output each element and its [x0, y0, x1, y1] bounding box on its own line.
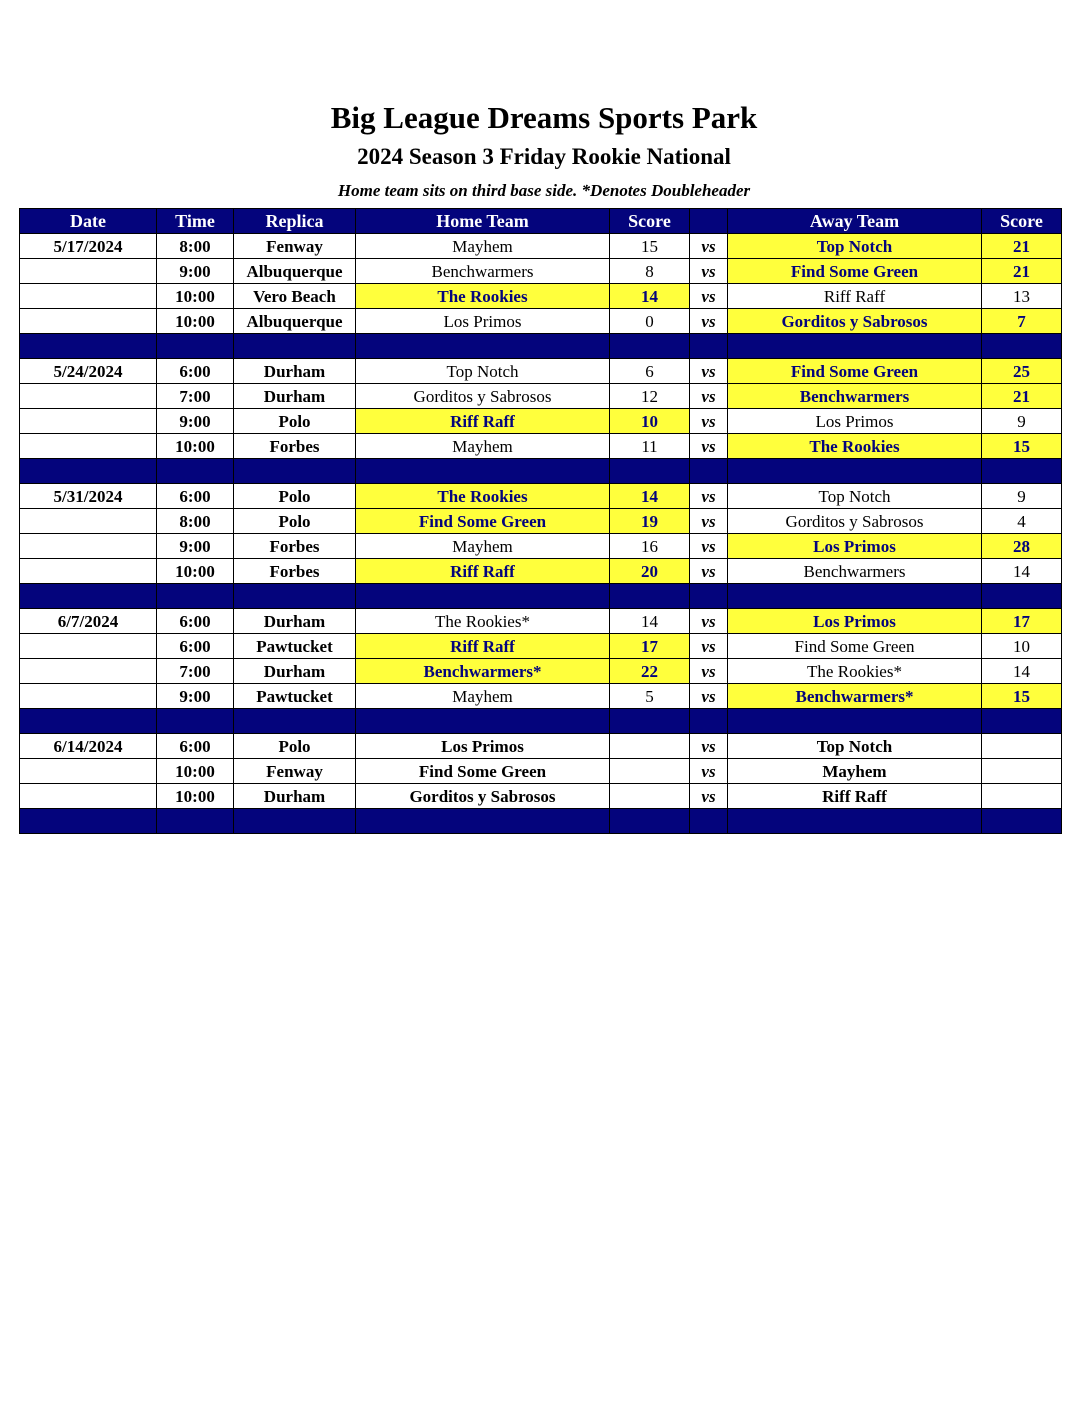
date-cell — [20, 659, 157, 684]
separator-cell — [982, 809, 1062, 834]
separator-cell — [157, 334, 234, 359]
separator-cell — [610, 709, 690, 734]
away-team-cell: Benchwarmers — [728, 559, 982, 584]
time-cell: 8:00 — [157, 509, 234, 534]
date-cell — [20, 309, 157, 334]
away-score-cell: 14 — [982, 659, 1062, 684]
home-score-cell — [610, 784, 690, 809]
replica-cell: Durham — [234, 609, 356, 634]
game-row — [20, 234, 1062, 259]
separator-cell — [728, 334, 982, 359]
date-cell: 5/17/2024 — [20, 234, 157, 259]
home-score-cell: 11 — [610, 434, 690, 459]
home-score-cell: 8 — [610, 259, 690, 284]
replica-cell: Durham — [234, 384, 356, 409]
separator-cell — [356, 584, 610, 609]
schedule-table — [19, 208, 1062, 834]
separator-cell — [157, 584, 234, 609]
week-separator-row — [20, 809, 1062, 834]
home-team-cell: Top Notch — [356, 359, 610, 384]
home-team-cell: Benchwarmers — [356, 259, 610, 284]
home-team-cell: Benchwarmers* — [356, 659, 610, 684]
away-team-cell: Los Primos — [728, 609, 982, 634]
time-cell: 9:00 — [157, 534, 234, 559]
col-date: Date — [20, 209, 157, 234]
separator-cell — [157, 709, 234, 734]
date-cell — [20, 384, 157, 409]
home-score-cell: 17 — [610, 634, 690, 659]
date-cell — [20, 509, 157, 534]
game-row — [20, 409, 1062, 434]
vs-cell: vs — [690, 684, 728, 709]
separator-cell — [20, 809, 157, 834]
separator-cell — [20, 334, 157, 359]
home-team-cell: Gorditos y Sabrosos — [356, 784, 610, 809]
date-cell — [20, 684, 157, 709]
separator-cell — [690, 584, 728, 609]
away-team-cell: Top Notch — [728, 234, 982, 259]
replica-cell: Albuquerque — [234, 259, 356, 284]
date-cell — [20, 784, 157, 809]
away-team-cell: The Rookies* — [728, 659, 982, 684]
home-score-cell — [610, 734, 690, 759]
separator-cell — [234, 809, 356, 834]
separator-cell — [610, 334, 690, 359]
vs-cell: vs — [690, 384, 728, 409]
away-team-cell: Top Notch — [728, 734, 982, 759]
week-separator-row — [20, 334, 1062, 359]
away-team-cell: Find Some Green — [728, 359, 982, 384]
time-cell: 9:00 — [157, 259, 234, 284]
header-row — [20, 209, 1062, 234]
game-row — [20, 759, 1062, 784]
separator-cell — [610, 809, 690, 834]
date-cell: 5/31/2024 — [20, 484, 157, 509]
separator-cell — [982, 459, 1062, 484]
time-cell: 8:00 — [157, 234, 234, 259]
vs-cell: vs — [690, 659, 728, 684]
home-score-cell: 0 — [610, 309, 690, 334]
replica-cell: Forbes — [234, 434, 356, 459]
separator-cell — [356, 809, 610, 834]
home-score-cell: 15 — [610, 234, 690, 259]
home-score-cell: 14 — [610, 609, 690, 634]
date-cell — [20, 409, 157, 434]
game-row — [20, 784, 1062, 809]
date-cell — [20, 759, 157, 784]
away-team-cell: Los Primos — [728, 534, 982, 559]
time-cell: 10:00 — [157, 284, 234, 309]
separator-cell — [690, 809, 728, 834]
away-team-cell: Riff Raff — [728, 784, 982, 809]
time-cell: 6:00 — [157, 359, 234, 384]
away-score-cell: 21 — [982, 384, 1062, 409]
vs-cell: vs — [690, 434, 728, 459]
away-team-cell: Gorditos y Sabrosos — [728, 509, 982, 534]
replica-cell: Durham — [234, 359, 356, 384]
time-cell: 10:00 — [157, 559, 234, 584]
away-team-cell: Find Some Green — [728, 634, 982, 659]
game-row — [20, 484, 1062, 509]
separator-cell — [690, 334, 728, 359]
vs-cell: vs — [690, 309, 728, 334]
away-score-cell: 21 — [982, 234, 1062, 259]
away-score-cell — [982, 784, 1062, 809]
home-score-cell — [610, 759, 690, 784]
date-cell — [20, 434, 157, 459]
away-team-cell: Mayhem — [728, 759, 982, 784]
game-row — [20, 284, 1062, 309]
home-team-cell: Mayhem — [356, 234, 610, 259]
time-cell: 6:00 — [157, 609, 234, 634]
home-team-cell: The Rookies* — [356, 609, 610, 634]
away-score-cell: 10 — [982, 634, 1062, 659]
replica-cell: Pawtucket — [234, 684, 356, 709]
home-team-cell: Find Some Green — [356, 509, 610, 534]
away-team-cell: Benchwarmers — [728, 384, 982, 409]
separator-cell — [234, 334, 356, 359]
vs-cell: vs — [690, 559, 728, 584]
separator-cell — [610, 459, 690, 484]
game-row — [20, 684, 1062, 709]
home-team-cell: Los Primos — [356, 734, 610, 759]
home-score-cell: 19 — [610, 509, 690, 534]
replica-cell: Polo — [234, 484, 356, 509]
away-team-cell: Top Notch — [728, 484, 982, 509]
vs-cell: vs — [690, 634, 728, 659]
away-team-cell: Gorditos y Sabrosos — [728, 309, 982, 334]
replica-cell: Polo — [234, 509, 356, 534]
date-cell — [20, 534, 157, 559]
date-cell — [20, 559, 157, 584]
home-score-cell: 10 — [610, 409, 690, 434]
time-cell: 6:00 — [157, 734, 234, 759]
page-title: Big League Dreams Sports Park — [330, 100, 758, 135]
separator-cell — [356, 709, 610, 734]
game-row — [20, 609, 1062, 634]
page-subtitle: 2024 Season 3 Friday Rookie National — [357, 144, 731, 169]
separator-cell — [690, 459, 728, 484]
date-cell — [20, 259, 157, 284]
replica-cell: Forbes — [234, 534, 356, 559]
time-cell: 9:00 — [157, 684, 234, 709]
home-score-cell: 14 — [610, 284, 690, 309]
home-score-cell: 5 — [610, 684, 690, 709]
schedule-body — [20, 234, 1062, 834]
doubleheader-note: Home team sits on third base side. *Denotes Doubleheader — [337, 181, 751, 200]
away-team-cell: Los Primos — [728, 409, 982, 434]
time-cell: 10:00 — [157, 759, 234, 784]
date-cell — [20, 284, 157, 309]
vs-cell: vs — [690, 609, 728, 634]
home-score-cell: 20 — [610, 559, 690, 584]
home-score-cell: 12 — [610, 384, 690, 409]
home-team-cell: Mayhem — [356, 434, 610, 459]
time-cell: 7:00 — [157, 659, 234, 684]
separator-cell — [356, 334, 610, 359]
home-team-cell: Los Primos — [356, 309, 610, 334]
game-row — [20, 634, 1062, 659]
game-row — [20, 259, 1062, 284]
vs-cell: vs — [690, 259, 728, 284]
home-team-cell: Gorditos y Sabrosos — [356, 384, 610, 409]
home-team-cell: Mayhem — [356, 534, 610, 559]
away-score-cell: 17 — [982, 609, 1062, 634]
away-team-cell: Benchwarmers* — [728, 684, 982, 709]
separator-cell — [356, 459, 610, 484]
separator-cell — [728, 809, 982, 834]
vs-cell: vs — [690, 484, 728, 509]
game-row — [20, 384, 1062, 409]
replica-cell: Durham — [234, 659, 356, 684]
away-score-cell: 25 — [982, 359, 1062, 384]
separator-cell — [234, 459, 356, 484]
away-score-cell: 4 — [982, 509, 1062, 534]
separator-cell — [982, 584, 1062, 609]
away-score-cell: 9 — [982, 484, 1062, 509]
away-team-cell: Find Some Green — [728, 259, 982, 284]
vs-cell: vs — [690, 534, 728, 559]
time-cell: 10:00 — [157, 434, 234, 459]
replica-cell: Polo — [234, 734, 356, 759]
week-separator-row — [20, 709, 1062, 734]
away-score-cell: 28 — [982, 534, 1062, 559]
separator-cell — [728, 459, 982, 484]
col-home-score: Score — [610, 209, 690, 234]
away-score-cell: 9 — [982, 409, 1062, 434]
home-team-cell: Find Some Green — [356, 759, 610, 784]
game-row — [20, 509, 1062, 534]
home-score-cell: 14 — [610, 484, 690, 509]
home-score-cell: 16 — [610, 534, 690, 559]
away-score-cell: 21 — [982, 259, 1062, 284]
replica-cell: Pawtucket — [234, 634, 356, 659]
date-cell: 5/24/2024 — [20, 359, 157, 384]
date-cell — [20, 634, 157, 659]
time-cell: 6:00 — [157, 484, 234, 509]
replica-cell: Durham — [234, 784, 356, 809]
home-team-cell: The Rookies — [356, 484, 610, 509]
time-cell: 10:00 — [157, 784, 234, 809]
away-score-cell: 15 — [982, 434, 1062, 459]
away-score-cell — [982, 734, 1062, 759]
home-team-cell: Riff Raff — [356, 409, 610, 434]
away-score-cell: 14 — [982, 559, 1062, 584]
game-row — [20, 659, 1062, 684]
col-home-team: Home Team — [356, 209, 610, 234]
game-row — [20, 359, 1062, 384]
separator-cell — [728, 709, 982, 734]
home-team-cell: Riff Raff — [356, 559, 610, 584]
away-team-cell: The Rookies — [728, 434, 982, 459]
game-row — [20, 534, 1062, 559]
separator-cell — [982, 709, 1062, 734]
replica-cell: Polo — [234, 409, 356, 434]
game-row — [20, 434, 1062, 459]
away-score-cell — [982, 759, 1062, 784]
replica-cell: Forbes — [234, 559, 356, 584]
separator-cell — [728, 584, 982, 609]
vs-cell: vs — [690, 409, 728, 434]
replica-cell: Fenway — [234, 759, 356, 784]
home-score-cell: 22 — [610, 659, 690, 684]
date-cell: 6/7/2024 — [20, 609, 157, 634]
col-vs — [690, 209, 728, 234]
time-cell: 10:00 — [157, 309, 234, 334]
separator-cell — [234, 584, 356, 609]
col-time: Time — [157, 209, 234, 234]
home-score-cell: 6 — [610, 359, 690, 384]
vs-cell: vs — [690, 234, 728, 259]
separator-cell — [20, 709, 157, 734]
away-score-cell: 15 — [982, 684, 1062, 709]
away-team-cell: Riff Raff — [728, 284, 982, 309]
separator-cell — [610, 584, 690, 609]
week-separator-row — [20, 584, 1062, 609]
vs-cell: vs — [690, 509, 728, 534]
game-row — [20, 559, 1062, 584]
game-row — [20, 309, 1062, 334]
separator-cell — [157, 809, 234, 834]
home-team-cell: Mayhem — [356, 684, 610, 709]
separator-cell — [20, 459, 157, 484]
separator-cell — [982, 334, 1062, 359]
time-cell: 7:00 — [157, 384, 234, 409]
col-away-team: Away Team — [728, 209, 982, 234]
home-team-cell: The Rookies — [356, 284, 610, 309]
vs-cell: vs — [690, 359, 728, 384]
vs-cell: vs — [690, 734, 728, 759]
col-replica: Replica — [234, 209, 356, 234]
home-team-cell: Riff Raff — [356, 634, 610, 659]
separator-cell — [20, 584, 157, 609]
time-cell: 9:00 — [157, 409, 234, 434]
vs-cell: vs — [690, 284, 728, 309]
replica-cell: Fenway — [234, 234, 356, 259]
separator-cell — [157, 459, 234, 484]
col-away-score: Score — [982, 209, 1062, 234]
vs-cell: vs — [690, 759, 728, 784]
date-cell: 6/14/2024 — [20, 734, 157, 759]
away-score-cell: 13 — [982, 284, 1062, 309]
separator-cell — [690, 709, 728, 734]
replica-cell: Vero Beach — [234, 284, 356, 309]
replica-cell: Albuquerque — [234, 309, 356, 334]
week-separator-row — [20, 459, 1062, 484]
vs-cell: vs — [690, 784, 728, 809]
game-row — [20, 734, 1062, 759]
away-score-cell: 7 — [982, 309, 1062, 334]
separator-cell — [234, 709, 356, 734]
time-cell: 6:00 — [157, 634, 234, 659]
